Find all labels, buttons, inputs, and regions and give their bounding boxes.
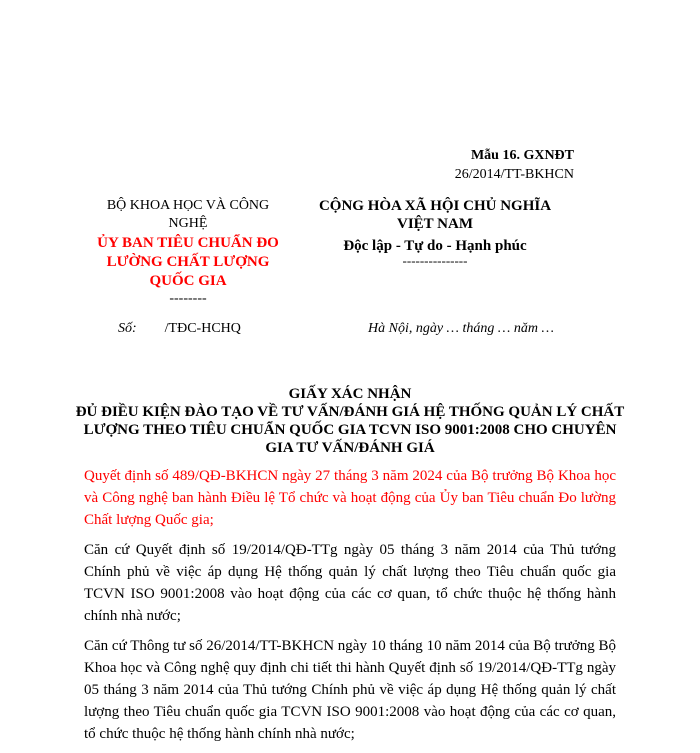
number-label: Số: — [118, 321, 137, 336]
form-code-block — [440, 146, 574, 184]
paragraph-decision: Quyết định số 489/QĐ-BKHCN ngày 27 tháng 3 năm 2024 của Bộ trưởng Bộ Khoa học và Công nghệ ban hành Điều lệ Tổ chức và hoạt động của Ủy ban Tiêu chuẩn Đo lường Chất lượng Quốc gia; — [84, 468, 616, 528]
national-header — [300, 197, 570, 267]
title-line-2: ĐỦ ĐIỀU KIỆN ĐÀO TẠO VỀ TƯ VẤN/ĐÁNH GIÁ HỆ THỐNG QUẢN LÝ CHẤT LƯỢNG THEO TIÊU CHUẨN QUỐC GIA TCVN ISO 9001:2008 CHO CHUYÊN GIA TƯ VẤN/ĐÁNH GIÁ — [75, 404, 625, 456]
agency-separator: -------- — [169, 291, 207, 306]
form-number: Mẫu 16. GXNĐT — [470, 148, 574, 163]
document-number — [118, 321, 241, 337]
motto-separator: --------------- — [402, 253, 468, 268]
document-title — [70, 385, 630, 457]
title-line-1: GIẤY XÁC NHẬN — [288, 386, 412, 402]
national-motto: Độc lập - Tự do - Hạnh phúc — [343, 238, 527, 254]
number-code: /TĐC-HCHQ — [164, 321, 241, 336]
circular-number: 26/2014/TT-BKHCN — [454, 167, 574, 182]
paragraph-legal-basis-1: Căn cứ Quyết định số 19/2014/QĐ-TTg ngày 05 tháng 3 năm 2014 của Thủ tướng Chính phủ về việc áp dụng Hệ thống quản lý chất lượng theo Tiêu chuẩn quốc gia TCVN ISO 9001:2008 vào hoạt động của các cơ quan, tổ chức thuộc hệ thống hành chính nhà nước; — [84, 542, 616, 624]
place-date: Hà Nội, ngày … tháng … năm … — [368, 321, 554, 336]
issuing-agency-header — [90, 197, 286, 307]
ministry-name: BỘ KHOA HỌC VÀ CÔNG NGHỆ — [106, 198, 270, 231]
paragraph-legal-basis-2: Căn cứ Thông tư số 26/2014/TT-BKHCN ngày 10 tháng 10 năm 2014 của Bộ trưởng Bộ Khoa học và Công nghệ quy định chi tiết thi hành Quyết định số 19/2014/QĐ-TTg ngày 05 tháng 3 năm 2014 của Thủ tướng Chính phủ về việc áp dụng Hệ thống quản lý chất lượng theo Tiêu chuẩn quốc gia TCVN ISO 9001:2008 vào hoạt động của các cơ quan, tổ chức thuộc hệ thống hành chính nhà nước; — [84, 638, 616, 742]
country-name: CỘNG HÒA XÃ HỘI CHỦ NGHĨA VIỆT NAM — [318, 198, 552, 232]
document-body — [84, 465, 616, 753]
agency-name: ỦY BAN TIÊU CHUẨN ĐO LƯỜNG CHẤT LƯỢNG QUỐC GIA — [97, 235, 279, 289]
